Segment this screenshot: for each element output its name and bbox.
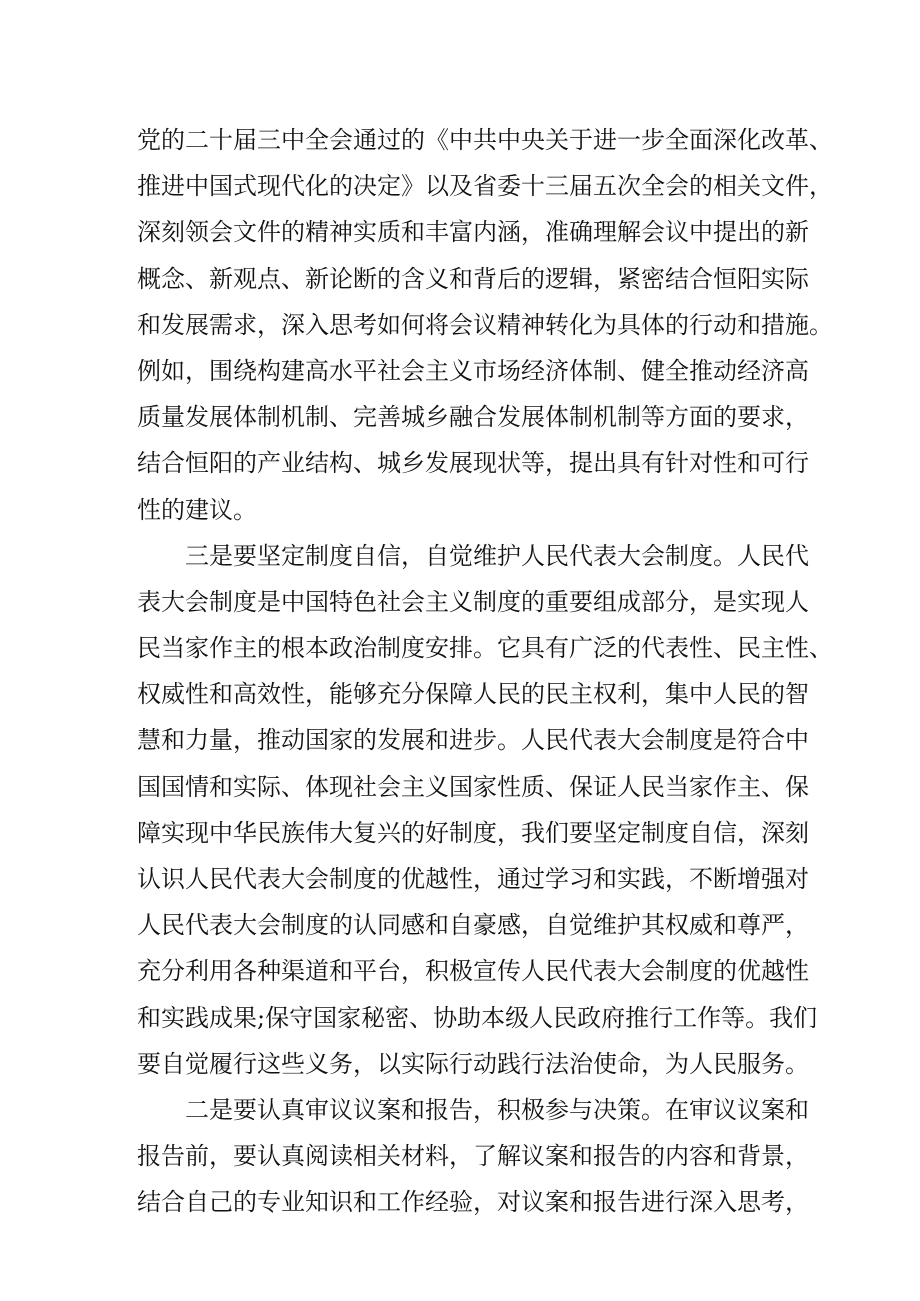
text-line: 人民代表大会制度的认同感和自豪感，自觉维护其权威和尊严， <box>137 911 809 940</box>
text-line: 和实践成果;保守国家秘密、协助本级人民政府推行工作等。我们 <box>137 1003 818 1032</box>
text-line: 要自觉履行这些义务，以实际行动践行法治使命，为人民服务。 <box>137 1049 809 1078</box>
text-line: 慧和力量，推动国家的发展和进步。人民代表大会制度是符合中 <box>137 726 809 755</box>
text-line: 障实现中华民族伟大复兴的好制度，我们要坚定制度自信，深刻 <box>137 818 809 847</box>
paragraph-3 <box>137 1087 809 1226</box>
text-line: 性的建议。 <box>137 495 257 524</box>
text-line: 表大会制度是中国特色社会主义制度的重要组成部分，是实现人 <box>137 587 809 616</box>
text-line: 和发展需求，深入思考如何将会议精神转化为具体的行动和措施。 <box>137 310 833 339</box>
text-line: 例如，围绕构建高水平社会主义市场经济体制、健全推动经济高 <box>137 356 809 385</box>
text-line: 党的二十届三中全会通过的《中共中央关于进一步全面深化改革、 <box>137 126 833 154</box>
text-line: 认识人民代表大会制度的优越性，通过学习和实践，不断增强对 <box>137 865 809 893</box>
text-line: 结合恒阳的产业结构、城乡发展现状等，提出具有针对性和可行 <box>137 449 809 478</box>
text-line: 推进中国式现代化的决定》以及省委十三届五次全会的相关文件， <box>137 172 833 201</box>
paragraph-2 <box>137 533 833 1087</box>
text-line: 权威性和高效性，能够充分保障人民的民主权利，集中人民的智 <box>137 680 809 709</box>
text-line: 概念、新观点、新论断的含义和背后的逻辑，紧密结合恒阳实际 <box>137 264 809 293</box>
text-line: 报告前，要认真阅读相关材料，了解议案和报告的内容和背景， <box>137 1142 809 1171</box>
text-line: 结合自己的专业知识和工作经验，对议案和报告进行深入思考， <box>137 1188 809 1217</box>
text-line: 充分利用各种渠道和平台，积极宣传人民代表大会制度的优越性 <box>137 957 809 986</box>
text-line: 国国情和实际、体现社会主义国家性质、保证人民当家作主、保 <box>137 772 809 801</box>
paragraph-1 <box>137 117 833 533</box>
text-line: 质量发展体制机制、完善城乡融合发展体制机制等方面的要求， <box>137 403 809 432</box>
text-line: 二是要认真审议议案和报告，积极参与决策。在审议议案和 <box>185 1095 809 1124</box>
text-line: 民当家作主的根本政治制度安排。它具有广泛的代表性、民主性、 <box>137 634 833 663</box>
text-line: 三是要坚定制度自信，自觉维护人民代表大会制度。人民代 <box>185 541 809 570</box>
text-line: 深刻领会文件的精神实质和丰富内涵，准确理解会议中提出的新 <box>137 218 809 247</box>
document-body <box>137 117 833 1226</box>
